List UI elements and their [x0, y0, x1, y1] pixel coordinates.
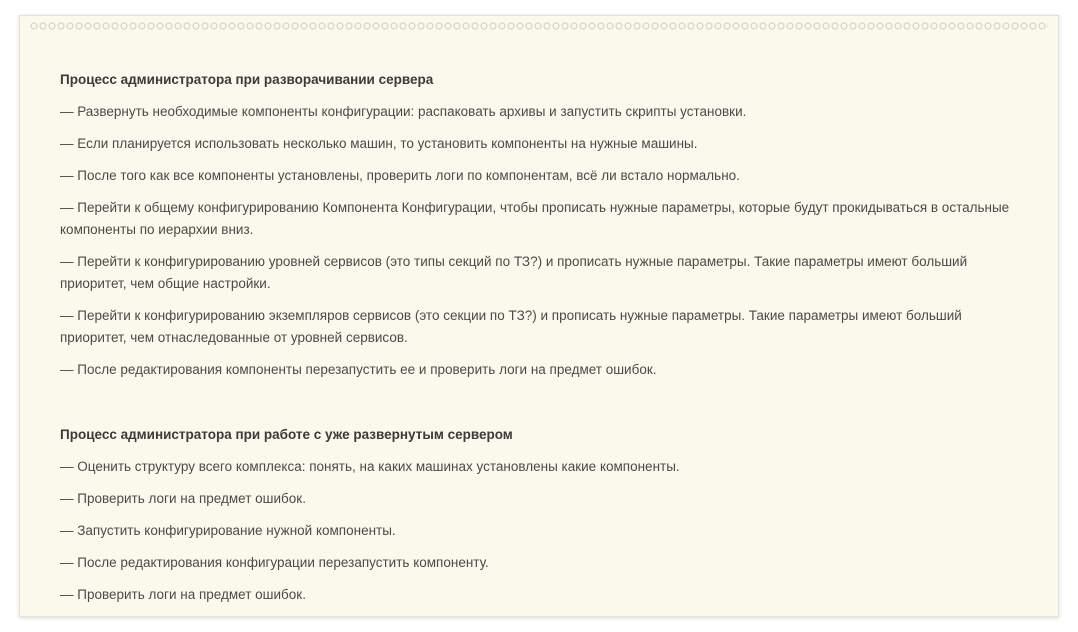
list-item: — Если планируется использовать несколько машин, то установить компоненты на нужные машины. — [60, 136, 698, 151]
list-item: — Запустить конфигурирование нужной компоненты. — [60, 523, 396, 538]
section-title: Процесс администратора при разворачивании сервера — [60, 72, 434, 87]
list-item: — Перейти к конфигурированию уровней сервисов (это типы секций по ТЗ?) и прописать нужные параметры. Такие параметры имеют больший приоритет, чем общие настройки. — [60, 254, 968, 291]
list-item: — Перейти к конфигурированию экземпляров сервисов (это секции по ТЗ?) и прописать нужные параметры. Такие параметры имеют больший приоритет, чем отнаследованные от уровней сервисов. — [60, 308, 962, 345]
list-item: — Развернуть необходимые компоненты конфигурации: распаковать архивы и запустить скрипты установки. — [60, 104, 747, 119]
section-maintenance — [60, 424, 1028, 606]
list-item: — После редактирования компоненты перезапустить ее и проверить логи на предмет ошибок. — [60, 362, 657, 377]
list-item: — Проверить логи на предмет ошибок. — [60, 587, 306, 602]
section-title: Процесс администратора при работе с уже развернутым сервером — [60, 427, 513, 442]
list-item: — Проверить логи на предмет ошибок. — [60, 491, 306, 506]
list-item: — После того как все компоненты установлены, проверить логи по компонентам, всё ли встало нормально. — [60, 168, 740, 183]
list-item: — Оценить структуру всего комплекса: понять, на каких машинах установлены какие компоненты. — [60, 459, 680, 474]
note-content — [60, 69, 1028, 616]
notebook-holes-decoration — [30, 22, 1048, 30]
list-item: — Перейти к общему конфигурированию Компонента Конфигурации, чтобы прописать нужные параметры, которые будут прокидываться в остальные компоненты по иерархии вниз. — [60, 200, 1010, 237]
list-item: — После редактирования конфигурации перезапустить компоненту. — [60, 555, 489, 570]
section-deploy — [60, 69, 1028, 381]
note-card — [19, 15, 1059, 617]
